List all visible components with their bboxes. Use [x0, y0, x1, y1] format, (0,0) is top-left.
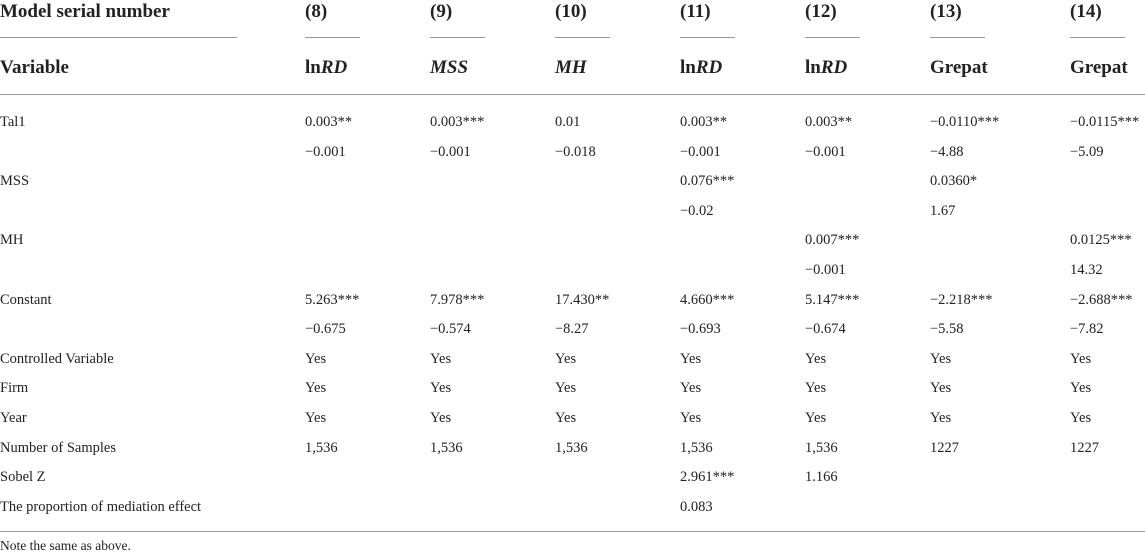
table-note: Note the same as above. — [0, 538, 131, 553]
row-label: MSS — [0, 173, 30, 190]
table-cell: 4.660*** — [680, 291, 735, 308]
table-cell: −4.88 — [930, 143, 964, 160]
table-cell: −0.0115*** — [1070, 114, 1140, 130]
dep-var-italic: RD — [695, 57, 723, 78]
header-rule — [305, 37, 360, 38]
table-cell: 0.01 — [555, 114, 581, 130]
header-rule — [0, 37, 237, 38]
table-cell: Yes — [680, 410, 702, 426]
table-cell: Yes — [805, 410, 827, 426]
table-cell: −0.018 — [555, 143, 596, 160]
table-cell: 1,536 — [305, 439, 338, 456]
table-cell: 1227 — [930, 439, 959, 456]
table-cell: 1,536 — [805, 439, 838, 456]
table-cell: 0.003** — [805, 114, 853, 130]
table-cell: 1.67 — [930, 202, 956, 219]
table-cell: −5.09 — [1070, 143, 1104, 160]
model-number-header: (11) — [680, 1, 711, 22]
table-cell: 0.0125*** — [1070, 232, 1132, 249]
table-cell: −0.001 — [305, 143, 346, 160]
table-cell: 0.007*** — [805, 232, 860, 249]
table-cell: Yes — [430, 410, 452, 426]
header-bottom-rule — [0, 94, 1145, 95]
dependent-variable-header — [805, 56, 847, 80]
table-cell: 0.003*** — [430, 114, 485, 130]
table-cell: Yes — [1070, 380, 1092, 397]
dependent-variable-header — [555, 56, 587, 80]
table-cell: −2.688*** — [1070, 291, 1133, 308]
row-label: Constant — [0, 291, 52, 308]
table-cell: 0.0360* — [930, 173, 978, 190]
dependent-variable-header — [430, 56, 468, 80]
table-cell: 0.003** — [680, 114, 728, 130]
variable-label: Variable — [0, 57, 69, 78]
table-cell: Yes — [930, 350, 952, 367]
model-number-header: (9) — [430, 1, 453, 22]
table-cell: −0.574 — [430, 321, 471, 338]
table-cell: −5.58 — [930, 321, 964, 338]
table-cell: −7.82 — [1070, 321, 1104, 338]
table-cell: −2.218*** — [930, 291, 993, 308]
dep-var-italic: RD — [320, 57, 348, 78]
dependent-variable-header — [680, 56, 722, 80]
table-cell: 7.978*** — [430, 291, 485, 308]
row-label: Number of Samples — [0, 439, 116, 456]
table-cell: Yes — [430, 350, 452, 367]
model-number-header: (12) — [805, 1, 837, 22]
table-cell: −0.693 — [680, 321, 721, 338]
table-cell: 5.147*** — [805, 291, 860, 308]
table-cell: Yes — [1070, 410, 1092, 426]
table-cell: −0.001 — [805, 262, 846, 278]
row-label: MH — [0, 232, 24, 249]
table-cell: −0.02 — [680, 202, 714, 219]
dependent-variable-header — [1070, 56, 1128, 80]
table-cell: −0.001 — [680, 143, 721, 160]
model-number-header: (14) — [1070, 1, 1102, 22]
dep-var-italic: MSS — [430, 57, 469, 78]
table-cell: 17.430** — [555, 291, 610, 308]
table-cell: 5.263*** — [305, 291, 360, 308]
table-cell: 0.076*** — [680, 173, 735, 190]
table-bottom-rule — [0, 531, 1145, 532]
table-cell: 1,536 — [680, 439, 713, 456]
table-cell: Yes — [805, 350, 827, 367]
table-cell: Yes — [305, 380, 327, 397]
table-cell: −0.0110*** — [930, 114, 1000, 130]
dependent-variable-header — [930, 56, 988, 80]
table-cell: Yes — [680, 380, 702, 397]
dep-var-italic: RD — [820, 57, 848, 78]
dependent-variable-header — [305, 56, 347, 80]
header-rule — [930, 37, 985, 38]
table-cell: 1,536 — [430, 439, 463, 456]
table-cell: Yes — [805, 380, 827, 397]
header-rule — [555, 37, 610, 38]
dep-var-prefix: Grepat — [1070, 57, 1128, 78]
table-cell: 0.003** — [305, 114, 353, 130]
row-label: Firm — [0, 380, 29, 397]
table-cell: −0.001 — [805, 143, 846, 160]
table-cell: −0.675 — [305, 321, 346, 338]
table-cell: 1227 — [1070, 439, 1099, 456]
table-cell: Yes — [555, 350, 577, 367]
model-number-header: (8) — [305, 1, 328, 22]
row-label: Controlled Variable — [0, 350, 114, 367]
model-serial-label: Model serial number — [0, 1, 170, 22]
table-cell: 2.961*** — [680, 469, 735, 486]
table-cell: −8.27 — [555, 321, 589, 338]
row-label: Sobel Z — [0, 469, 46, 486]
table-cell: 0.083 — [680, 498, 713, 515]
table-cell: 1,536 — [555, 439, 588, 456]
table-cell: 14.32 — [1070, 262, 1103, 278]
dep-var-prefix: ln — [680, 57, 696, 78]
table-cell: −0.674 — [805, 321, 846, 338]
table-cell: −0.001 — [430, 143, 471, 160]
table-cell: Yes — [680, 350, 702, 367]
row-label: Year — [0, 410, 27, 426]
row-label: The proportion of mediation effect — [0, 498, 202, 515]
header-rule — [1070, 37, 1125, 38]
table-cell: 1.166 — [805, 469, 838, 486]
table-cell: Yes — [555, 380, 577, 397]
table-cell: Yes — [305, 350, 327, 367]
header-rule — [805, 37, 860, 38]
model-number-header: (13) — [930, 1, 962, 22]
model-number-header: (10) — [555, 1, 587, 22]
table-cell: Yes — [930, 410, 952, 426]
dep-var-prefix: ln — [805, 57, 821, 78]
dep-var-italic: MH — [555, 57, 587, 78]
header-rule — [680, 37, 735, 38]
row-label: Tal1 — [0, 114, 26, 130]
header-rule — [430, 37, 485, 38]
dep-var-prefix: Grepat — [930, 57, 988, 78]
table-cell: Yes — [305, 410, 327, 426]
table-cell: Yes — [430, 380, 452, 397]
table-cell: Yes — [1070, 350, 1092, 367]
table-cell: Yes — [930, 380, 952, 397]
table-cell: Yes — [555, 410, 577, 426]
dep-var-prefix: ln — [305, 57, 321, 78]
